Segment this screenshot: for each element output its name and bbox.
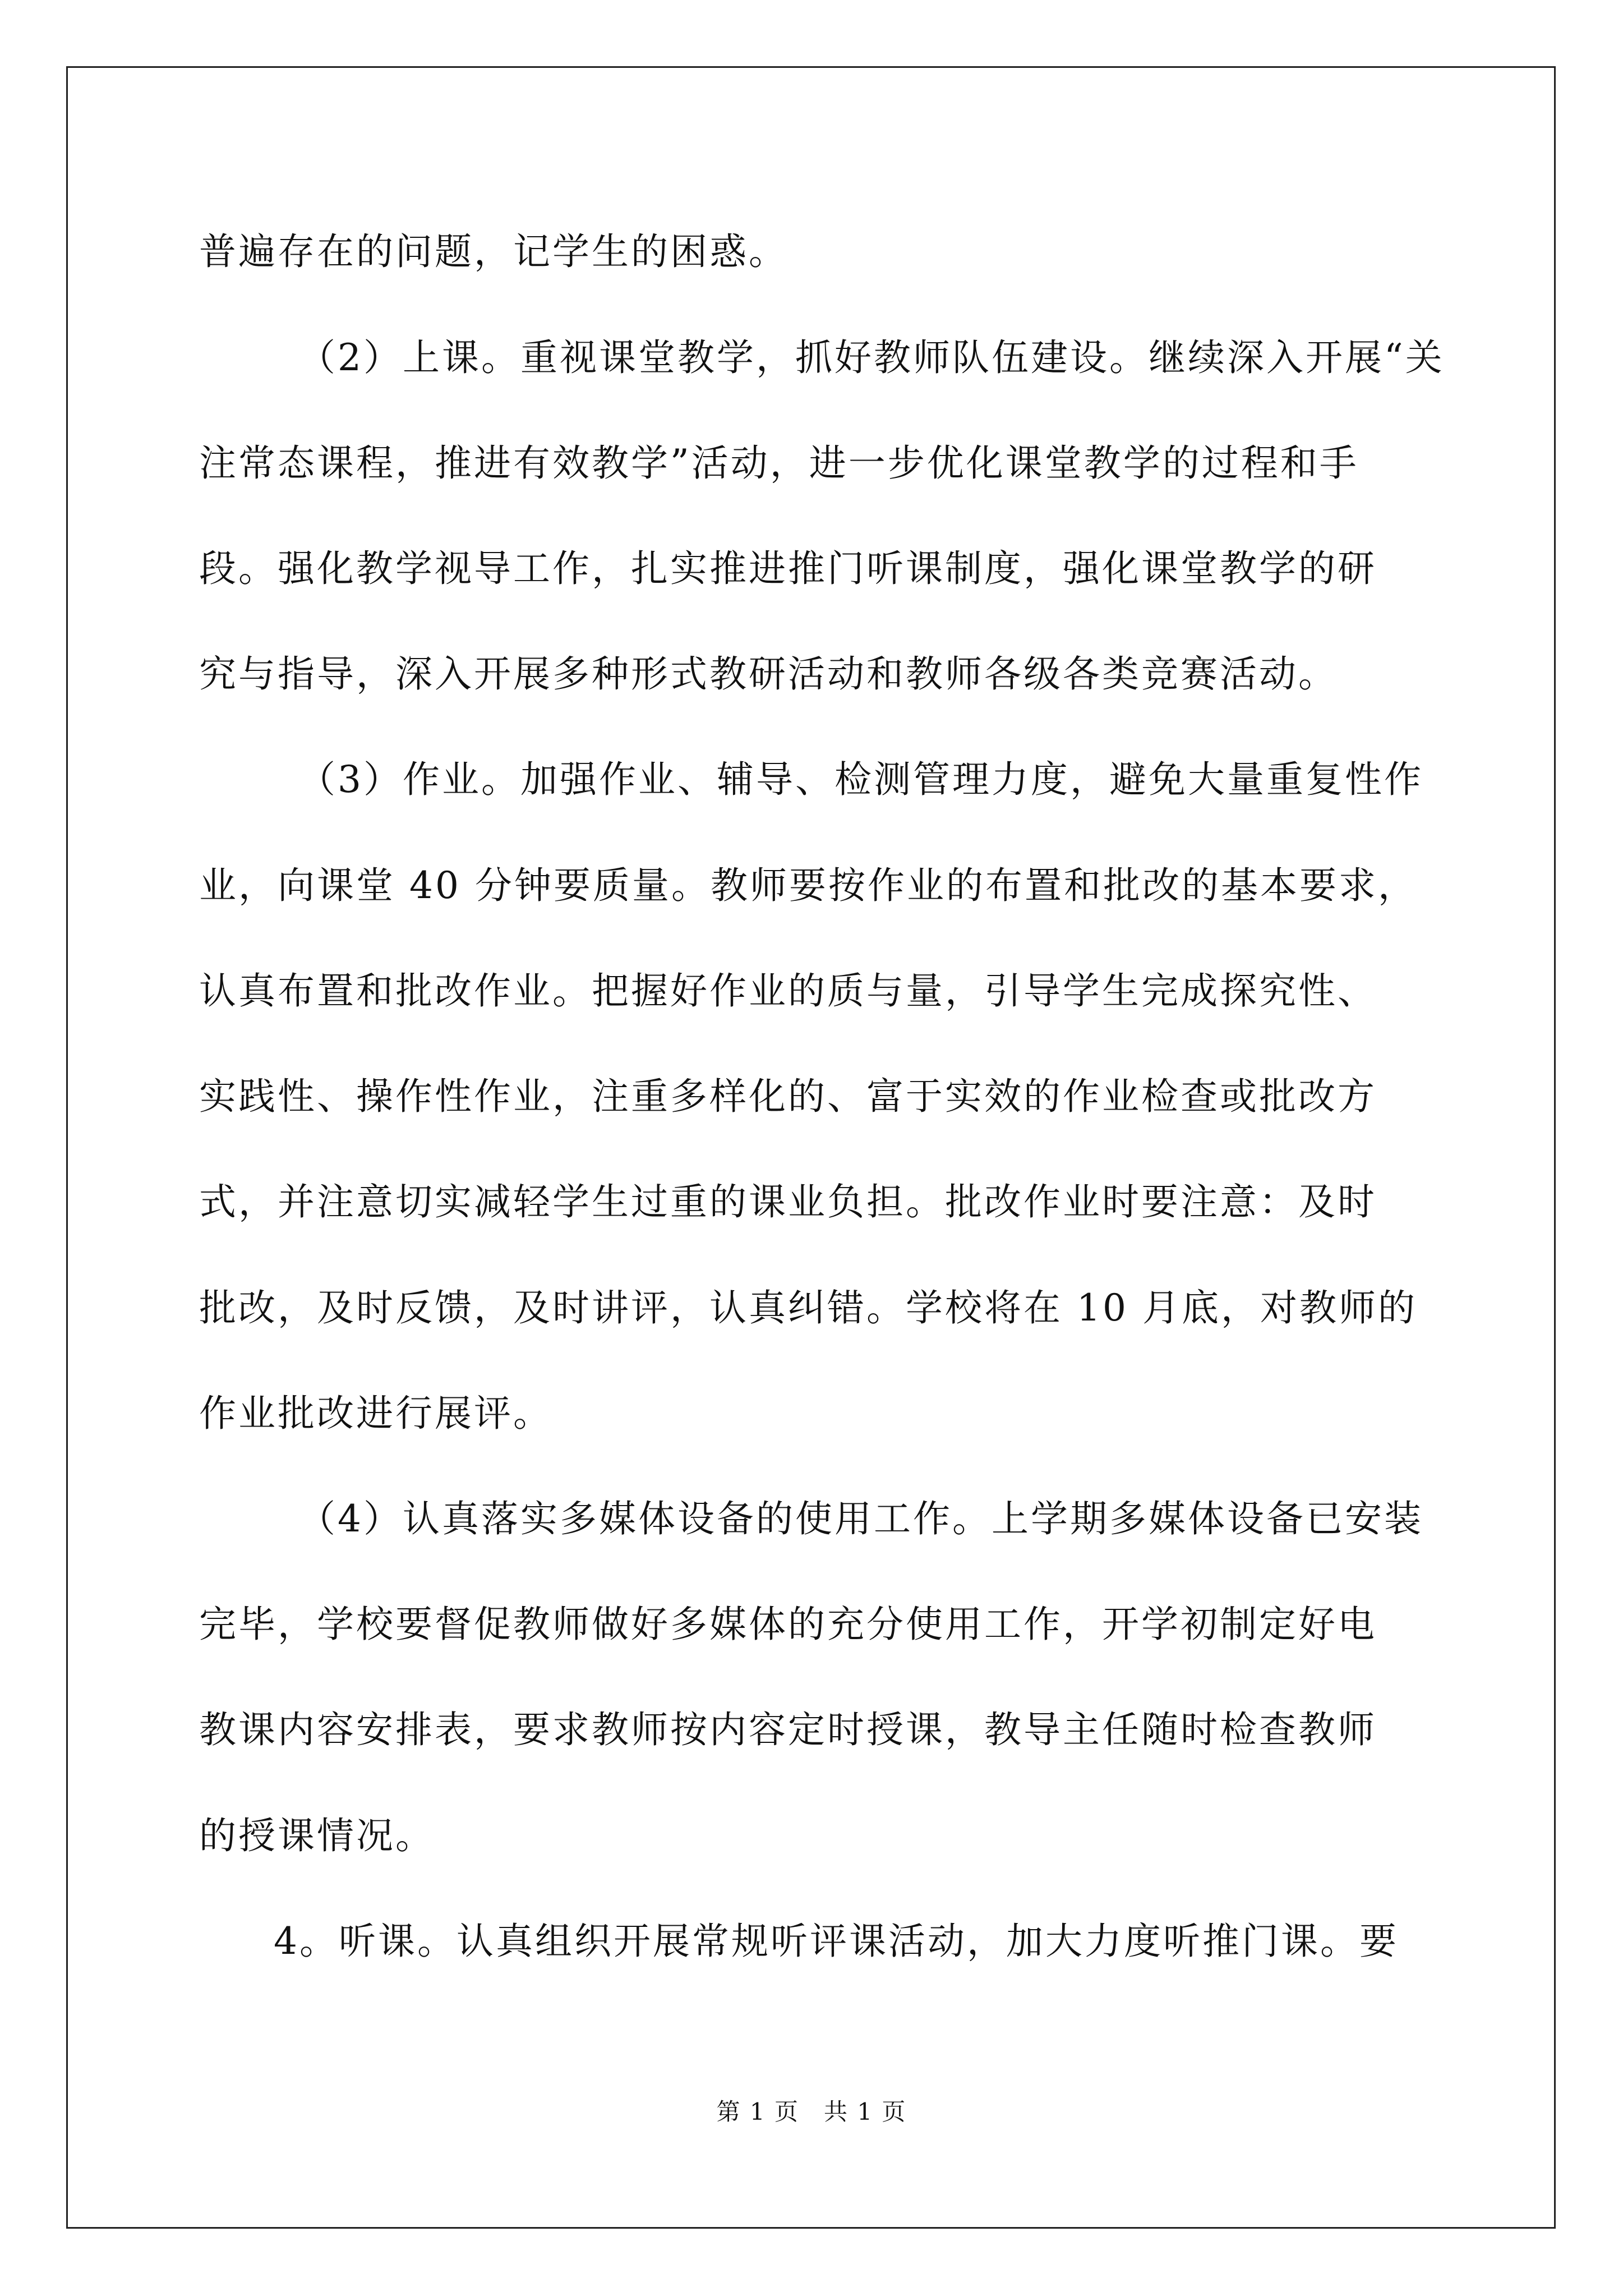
text-line: 普遍存在的问题，记学生的困惑。: [199, 230, 788, 273]
text-line: 4。听课。认真组织开展常规听评课活动，加大力度听推门课。要: [274, 1920, 1399, 1963]
text-line: 完毕，学校要督促教师做好多媒体的充分使用工作，开学初制定好电: [199, 1603, 1377, 1646]
text-line: 注常态课程，推进有效教学”活动，进一步优化课堂教学的过程和手: [199, 441, 1359, 485]
page-border: [66, 66, 1556, 2229]
text-line: 教课内容安排表，要求教师按内容定时授课，教导主任随时检查教师: [199, 1708, 1377, 1751]
text-line: 的授课情况。: [199, 1814, 435, 1857]
text-line: 究与指导，深入开展多种形式教研活动和教师各级各类竞赛活动。: [199, 652, 1338, 696]
text-line: 业，向课堂 40 分钟要质量。教师要按作业的布置和批改的基本要求，: [199, 864, 1417, 907]
text-line: 作业批改进行展评。: [199, 1392, 552, 1435]
text-line: （2）上课。重视课堂教学，抓好教师队伍建设。继续深入开展“关: [298, 336, 1445, 379]
text-line: 认真布置和批改作业。把握好作业的质与量，引导学生完成探究性、: [199, 969, 1377, 1013]
text-line: 段。强化教学视导工作，扎实推进推门听课制度，强化课堂教学的研: [199, 547, 1377, 590]
text-line: （3）作业。加强作业、辅导、检测管理力度，避免大量重复性作: [298, 758, 1423, 801]
page-number: 第 1 页 共 1 页: [716, 2098, 907, 2125]
text-line: 批改，及时反馈，及时讲评，认真纠错。学校将在 10 月底，对教师的: [199, 1286, 1417, 1329]
text-line: （4）认真落实多媒体设备的使用工作。上学期多媒体设备已安装: [298, 1497, 1423, 1540]
text-line: 式，并注意切实减轻学生过重的课业负担。批改作业时要注意：及时: [199, 1180, 1377, 1223]
text-line: 实践性、操作性作业，注重多样化的、富于实效的作业检查或批改方: [199, 1075, 1377, 1118]
